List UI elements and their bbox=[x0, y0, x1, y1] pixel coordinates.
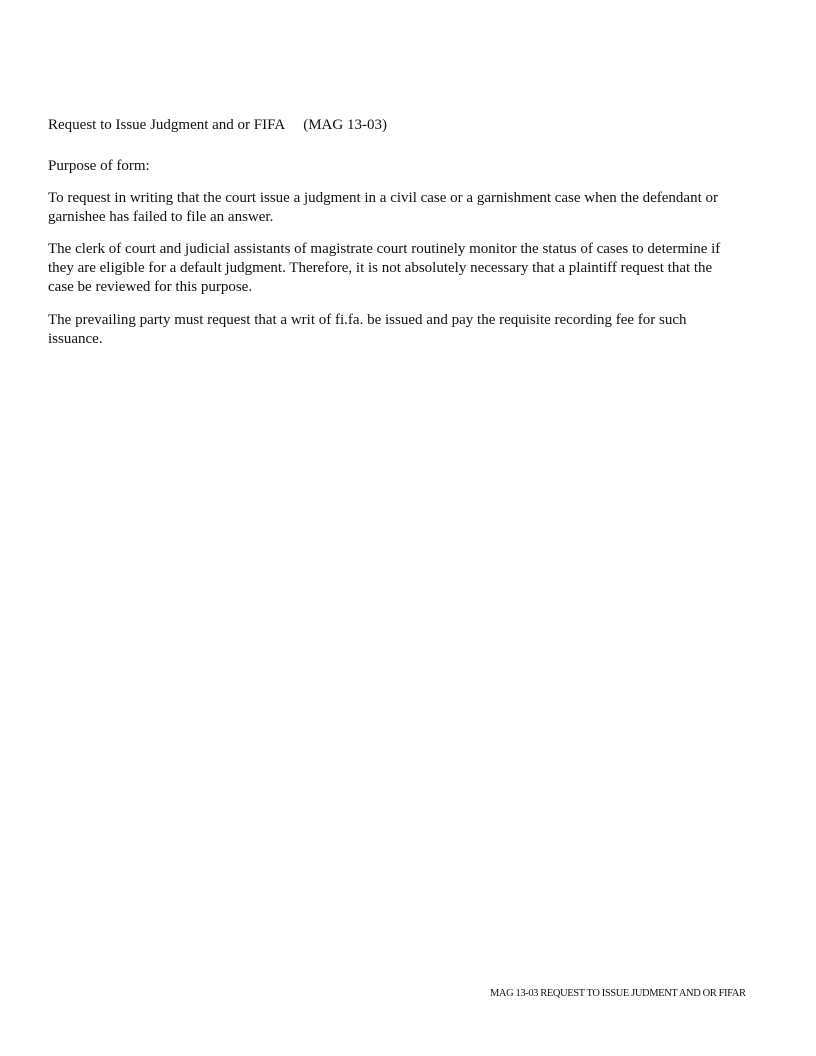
paragraph-line: The clerk of court and judicial assistants of magistrate court routinely monitor the status of cases to determine if bbox=[48, 241, 721, 257]
paragraph-line: garnishee has failed to file an answer. bbox=[48, 209, 274, 225]
paragraph-line: The prevailing party must request that a writ of fi.fa. be issued and pay the requisite recording fee for such bbox=[48, 312, 687, 328]
paragraph-line: they are eligible for a default judgment. Therefore, it is not absolutely necessary that a plaintiff request that the bbox=[48, 260, 713, 276]
paragraph-line: issuance. bbox=[48, 331, 103, 347]
paragraph-line: To request in writing that the court issue a judgment in a civil case or a garnishment case when the defendant or bbox=[48, 190, 718, 206]
form-code: (MAG 13-03) bbox=[303, 117, 387, 133]
page-footer: MAG 13-03 REQUEST TO ISSUE JUDMENT AND OR FIFAR bbox=[490, 988, 746, 999]
document-title bbox=[48, 116, 387, 135]
paragraph-line: case be reviewed for this purpose. bbox=[48, 279, 253, 295]
title-text: Request to Issue Judgment and or FIFA bbox=[48, 117, 286, 133]
purpose-label: Purpose of form: bbox=[48, 158, 150, 174]
